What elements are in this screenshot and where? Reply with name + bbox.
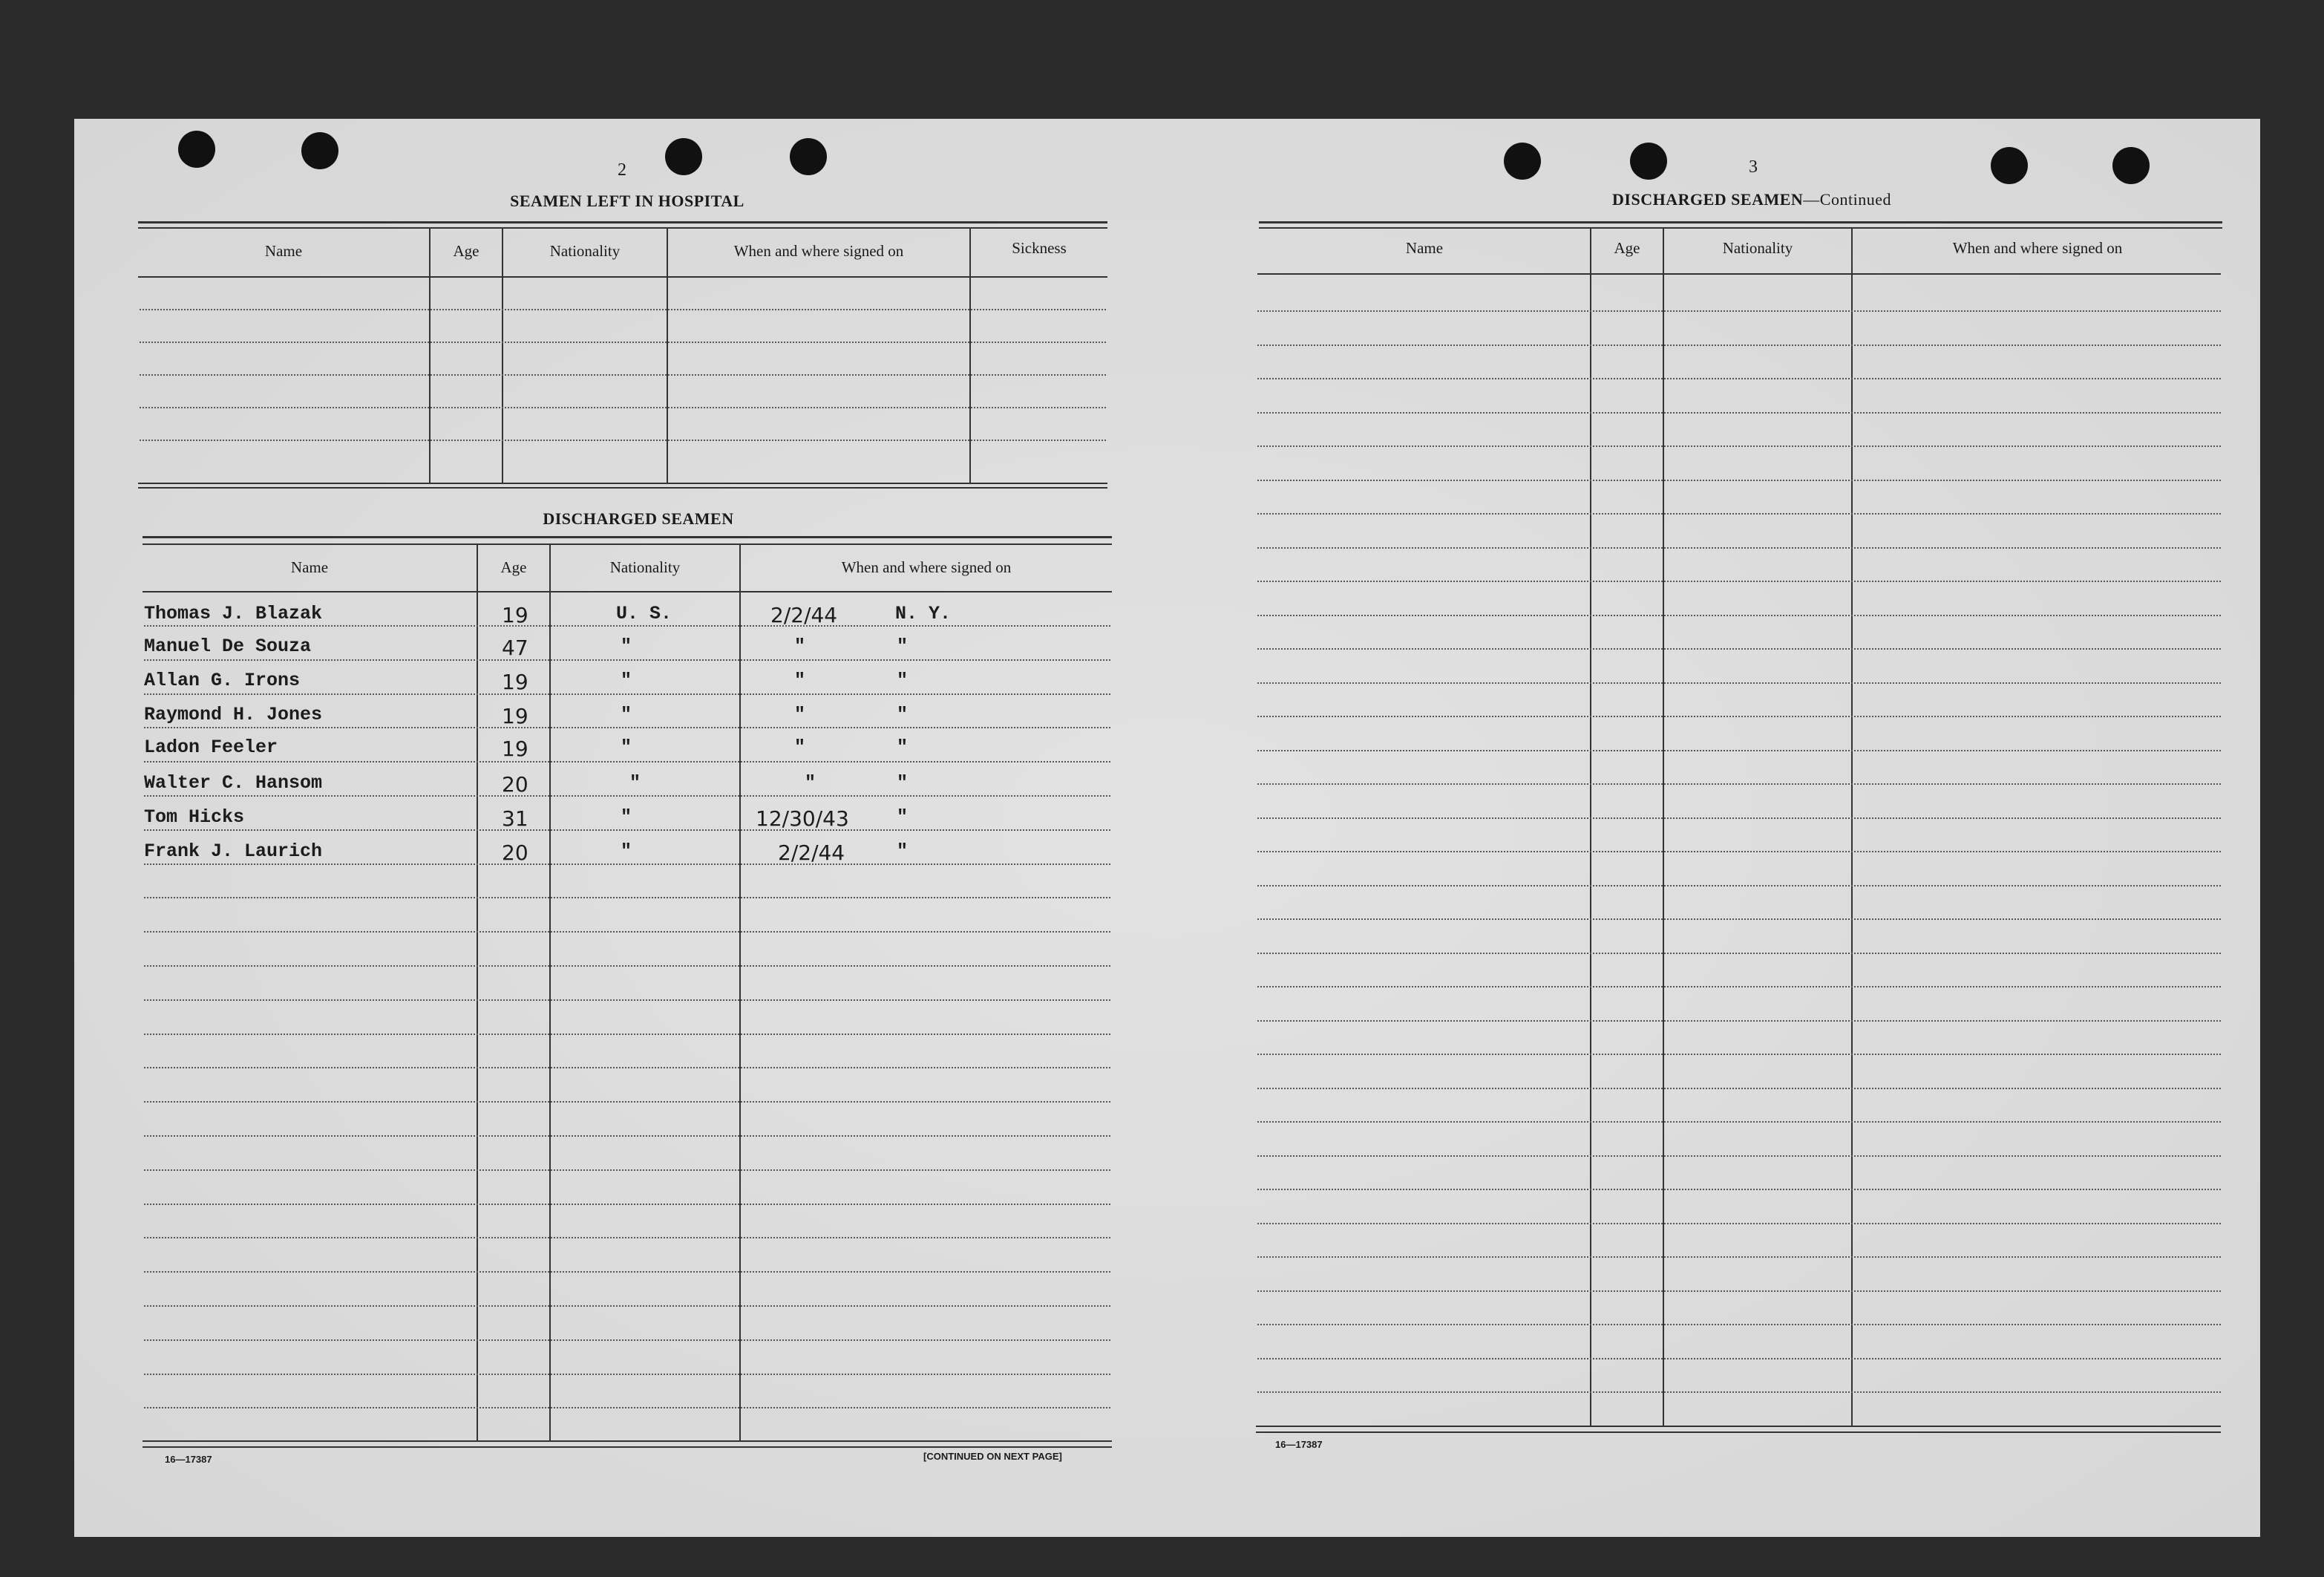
ruled-line bbox=[144, 1374, 1110, 1375]
ruled-line bbox=[144, 1101, 1110, 1103]
ruled-line bbox=[144, 1135, 1110, 1137]
title-main: DISCHARGED SEAMEN bbox=[1612, 190, 1804, 209]
seaman-nationality: " bbox=[621, 737, 632, 758]
ruled-line bbox=[1257, 1121, 2221, 1123]
seaman-nationality: " bbox=[629, 772, 641, 794]
ruled-line bbox=[1257, 1290, 2221, 1292]
binder-hole bbox=[301, 132, 338, 169]
table-rule bbox=[143, 536, 1112, 538]
signed-on-date: 12/30/43 bbox=[756, 806, 849, 831]
table-rule bbox=[1256, 1431, 2221, 1433]
ruled-line bbox=[1257, 1391, 2221, 1393]
ruled-line bbox=[1257, 513, 2221, 515]
ruled-line bbox=[1257, 445, 2221, 447]
ruled-line bbox=[144, 999, 1110, 1001]
column-header-signed-on: When and where signed on bbox=[841, 558, 1012, 576]
signed-on-place: " bbox=[897, 806, 909, 828]
seaman-name: Tom Hicks bbox=[144, 806, 245, 828]
column-divider bbox=[477, 543, 478, 1442]
ruled-line bbox=[144, 795, 1110, 797]
seaman-age: 20 bbox=[502, 840, 528, 865]
column-header-signed-on: When and where signed on bbox=[733, 242, 904, 260]
ruled-line bbox=[1257, 345, 2221, 346]
ruled-line bbox=[1257, 682, 2221, 684]
ruled-line bbox=[1257, 1223, 2221, 1224]
column-header-age: Age bbox=[1614, 239, 1640, 257]
ruled-line bbox=[1257, 378, 2221, 379]
form-number: 16—17387 bbox=[1275, 1439, 1323, 1450]
seaman-name: Raymond H. Jones bbox=[144, 704, 323, 725]
column-divider bbox=[739, 543, 741, 1442]
seaman-name: Allan G. Irons bbox=[144, 670, 301, 691]
table-rule bbox=[1257, 273, 2221, 275]
ruled-line bbox=[1257, 986, 2221, 987]
seaman-nationality: " bbox=[621, 806, 632, 828]
ruled-line bbox=[1257, 615, 2221, 616]
ruled-line bbox=[1257, 783, 2221, 785]
seaman-name: Ladon Feeler bbox=[144, 737, 278, 758]
binder-hole bbox=[2112, 147, 2150, 184]
column-divider bbox=[1663, 227, 1664, 1427]
signed-on-date: " bbox=[794, 670, 806, 691]
ruled-line bbox=[1257, 918, 2221, 920]
table-rule bbox=[143, 1440, 1112, 1442]
column-header-signed-on: When and where signed on bbox=[1952, 239, 2123, 257]
column-header-nationality: Nationality bbox=[549, 242, 621, 260]
ruled-line bbox=[144, 1169, 1110, 1171]
ruled-line bbox=[1257, 412, 2221, 414]
table-rule bbox=[138, 483, 1107, 484]
ruled-line bbox=[1257, 1020, 2221, 1022]
ruled-line bbox=[1257, 648, 2221, 650]
table-rule bbox=[1259, 227, 2222, 229]
column-divider bbox=[667, 227, 668, 484]
seaman-age: 47 bbox=[502, 636, 528, 660]
signed-on-date: 2/2/44 bbox=[778, 840, 845, 865]
ruled-line bbox=[140, 342, 1106, 343]
column-header-name: Name bbox=[1405, 239, 1444, 257]
seaman-nationality: " bbox=[621, 670, 632, 691]
ruled-line bbox=[140, 309, 1106, 310]
table-rule bbox=[1256, 1426, 2221, 1427]
ruled-line bbox=[1257, 1256, 2221, 1258]
column-divider bbox=[429, 227, 431, 484]
form-number: 16—17387 bbox=[165, 1454, 212, 1465]
seaman-nationality: " bbox=[621, 636, 632, 657]
ruled-line bbox=[144, 897, 1110, 898]
table-rule bbox=[138, 221, 1107, 223]
signed-on-date: " bbox=[794, 737, 806, 758]
signed-on-date: 2/2/44 bbox=[770, 603, 838, 627]
table-rule bbox=[138, 276, 1107, 278]
ruled-line bbox=[144, 829, 1110, 831]
seaman-age: 20 bbox=[502, 772, 528, 797]
title-suffix: —Continued bbox=[1803, 190, 1891, 209]
signed-on-place: " bbox=[897, 704, 909, 725]
signed-on-place: " bbox=[897, 670, 909, 691]
table-rule bbox=[143, 591, 1112, 592]
column-header-age: Age bbox=[453, 242, 479, 260]
ruled-line bbox=[1257, 1189, 2221, 1190]
ruled-line bbox=[144, 1034, 1110, 1035]
signed-on-date: " bbox=[794, 636, 806, 657]
binder-hole bbox=[1630, 143, 1667, 180]
signed-on-place: " bbox=[897, 772, 909, 794]
column-header-name: Name bbox=[264, 242, 303, 260]
ruled-line bbox=[1257, 1088, 2221, 1089]
ruled-line bbox=[144, 1305, 1110, 1307]
ruled-line bbox=[144, 1339, 1110, 1341]
ruled-line bbox=[140, 407, 1106, 408]
binder-hole bbox=[665, 138, 702, 175]
ruled-line bbox=[144, 1204, 1110, 1205]
binder-hole bbox=[1991, 147, 2028, 184]
binder-hole bbox=[790, 138, 827, 175]
table-rule bbox=[1259, 221, 2222, 223]
seaman-name: Thomas J. Blazak bbox=[144, 603, 323, 624]
ruled-line bbox=[1257, 716, 2221, 717]
signed-on-place: " bbox=[897, 840, 909, 862]
binder-hole bbox=[178, 131, 215, 168]
ruled-line bbox=[144, 659, 1110, 661]
ruled-line bbox=[144, 965, 1110, 967]
table-rule bbox=[143, 543, 1112, 545]
ruled-line bbox=[144, 761, 1110, 763]
ruled-line bbox=[144, 1271, 1110, 1273]
binder-hole bbox=[1504, 143, 1541, 180]
column-divider bbox=[969, 227, 971, 484]
signed-on-place: " bbox=[897, 636, 909, 657]
column-header-nationality: Nationality bbox=[609, 558, 681, 576]
ruled-line bbox=[1257, 581, 2221, 582]
column-divider bbox=[549, 543, 551, 1442]
ruled-line bbox=[1257, 1155, 2221, 1157]
column-divider bbox=[1590, 227, 1591, 1427]
ruled-line bbox=[1257, 1358, 2221, 1359]
ruled-line bbox=[140, 374, 1106, 376]
page-number: 2 bbox=[618, 160, 626, 180]
seaman-age: 19 bbox=[502, 603, 528, 627]
seaman-name: Walter C. Hansom bbox=[144, 772, 323, 794]
table-rule bbox=[138, 487, 1107, 489]
seaman-nationality: " bbox=[621, 840, 632, 862]
ruled-line bbox=[1257, 750, 2221, 751]
column-header-age: Age bbox=[500, 558, 527, 576]
ruled-line bbox=[1257, 885, 2221, 887]
signed-on-place: " bbox=[897, 737, 909, 758]
hospital-section-title: SEAMEN LEFT IN HOSPITAL bbox=[510, 192, 744, 210]
column-header-name: Name bbox=[290, 558, 329, 576]
ruled-line bbox=[144, 1237, 1110, 1238]
ruled-line bbox=[144, 863, 1110, 865]
discharged-continued-title bbox=[1544, 190, 1960, 209]
seaman-age: 19 bbox=[502, 704, 528, 728]
ruled-line bbox=[144, 625, 1110, 627]
seaman-name: Manuel De Souza bbox=[144, 636, 312, 657]
column-header-nationality: Nationality bbox=[1722, 239, 1793, 257]
signed-on-date: " bbox=[805, 772, 816, 794]
ruled-line bbox=[144, 931, 1110, 933]
ruled-line bbox=[144, 693, 1110, 695]
column-divider bbox=[502, 227, 503, 484]
continued-note: [CONTINUED ON NEXT PAGE] bbox=[923, 1451, 1062, 1462]
ruled-line bbox=[1257, 480, 2221, 481]
ruled-line bbox=[1257, 547, 2221, 549]
signed-on-place: N. Y. bbox=[895, 603, 952, 624]
ruled-line bbox=[144, 1067, 1110, 1068]
ruled-line bbox=[1257, 1324, 2221, 1325]
ruled-line bbox=[144, 727, 1110, 728]
seaman-name: Frank J. Laurich bbox=[144, 840, 323, 862]
ruled-line bbox=[1257, 851, 2221, 852]
ruled-line bbox=[140, 440, 1106, 441]
table-rule bbox=[143, 1446, 1112, 1448]
seaman-age: 19 bbox=[502, 670, 528, 694]
signed-on-date: " bbox=[794, 704, 806, 725]
column-divider bbox=[1851, 227, 1853, 1427]
seaman-age: 19 bbox=[502, 737, 528, 761]
ruled-line bbox=[1257, 953, 2221, 954]
ruled-line bbox=[144, 1407, 1110, 1408]
ruled-line bbox=[1257, 1054, 2221, 1055]
ruled-line bbox=[1257, 310, 2221, 312]
table-rule bbox=[138, 227, 1107, 229]
column-header-sickness: Sickness bbox=[1012, 239, 1067, 257]
seaman-nationality: U. S. bbox=[616, 603, 672, 624]
seaman-age: 31 bbox=[502, 806, 528, 831]
discharged-section-title: DISCHARGED SEAMEN bbox=[543, 509, 734, 528]
ruled-line bbox=[1257, 817, 2221, 819]
page-number: 3 bbox=[1749, 157, 1758, 177]
seaman-nationality: " bbox=[621, 704, 632, 725]
